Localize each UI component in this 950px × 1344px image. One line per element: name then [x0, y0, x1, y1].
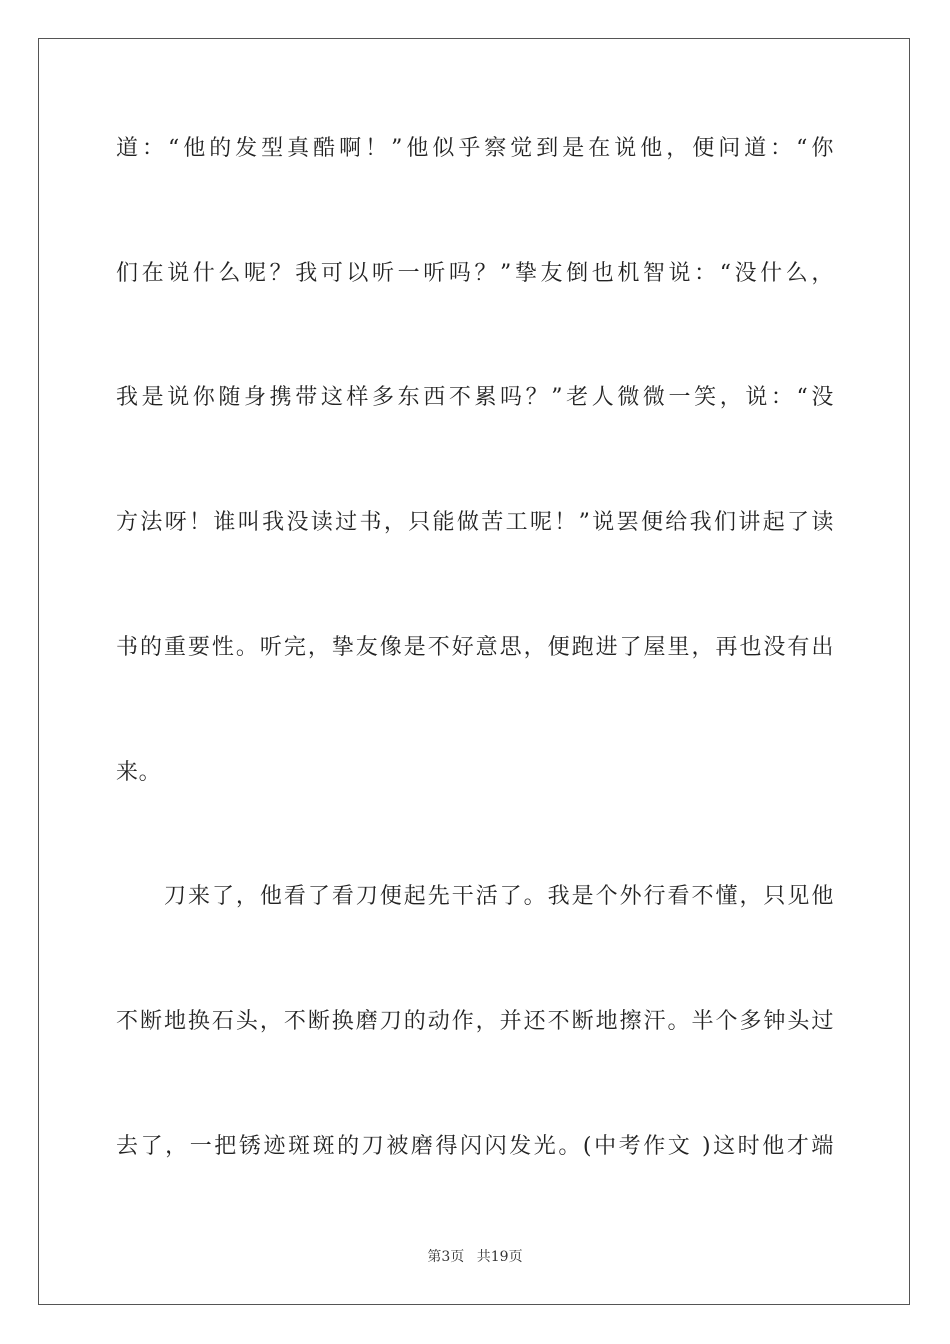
page-total: 共19页: [476, 1249, 523, 1265]
text-line-4: 方法呀！谁叫我没读过书，只能做苦工呢！”说罢便给我们讲起了读: [116, 510, 834, 535]
text-line-8: 不断地换石头，不断换磨刀的动作，并还不断地擦汗。半个多钟头过: [116, 1009, 834, 1034]
page-footer: [0, 1246, 950, 1266]
text-line-5: 书的重要性。听完，挚友像是不好意思，便跑进了屋里，再也没有出: [116, 635, 834, 660]
text-line-6: 来。: [116, 760, 162, 785]
page-frame: [38, 38, 910, 1305]
page-number: 第3页: [427, 1249, 465, 1265]
text-line-3: 我是说你随身携带这样多东西不累吗？”老人微微一笑，说：“没: [116, 385, 834, 410]
text-line-1: 道：“他的发型真酷啊！”他似乎察觉到是在说他，便问道：“你: [116, 136, 834, 161]
text-line-9: 去了，一把锈迹斑斑的刀被磨得闪闪发光。(中考作文 )这时他才端: [116, 1134, 834, 1159]
text-line-7: 刀来了，他看了看刀便起先干活了。我是个外行看不懂，只见他: [164, 884, 834, 909]
text-line-2: 们在说什么呢？我可以听一听吗？”挚友倒也机智说：“没什么，: [116, 261, 834, 286]
